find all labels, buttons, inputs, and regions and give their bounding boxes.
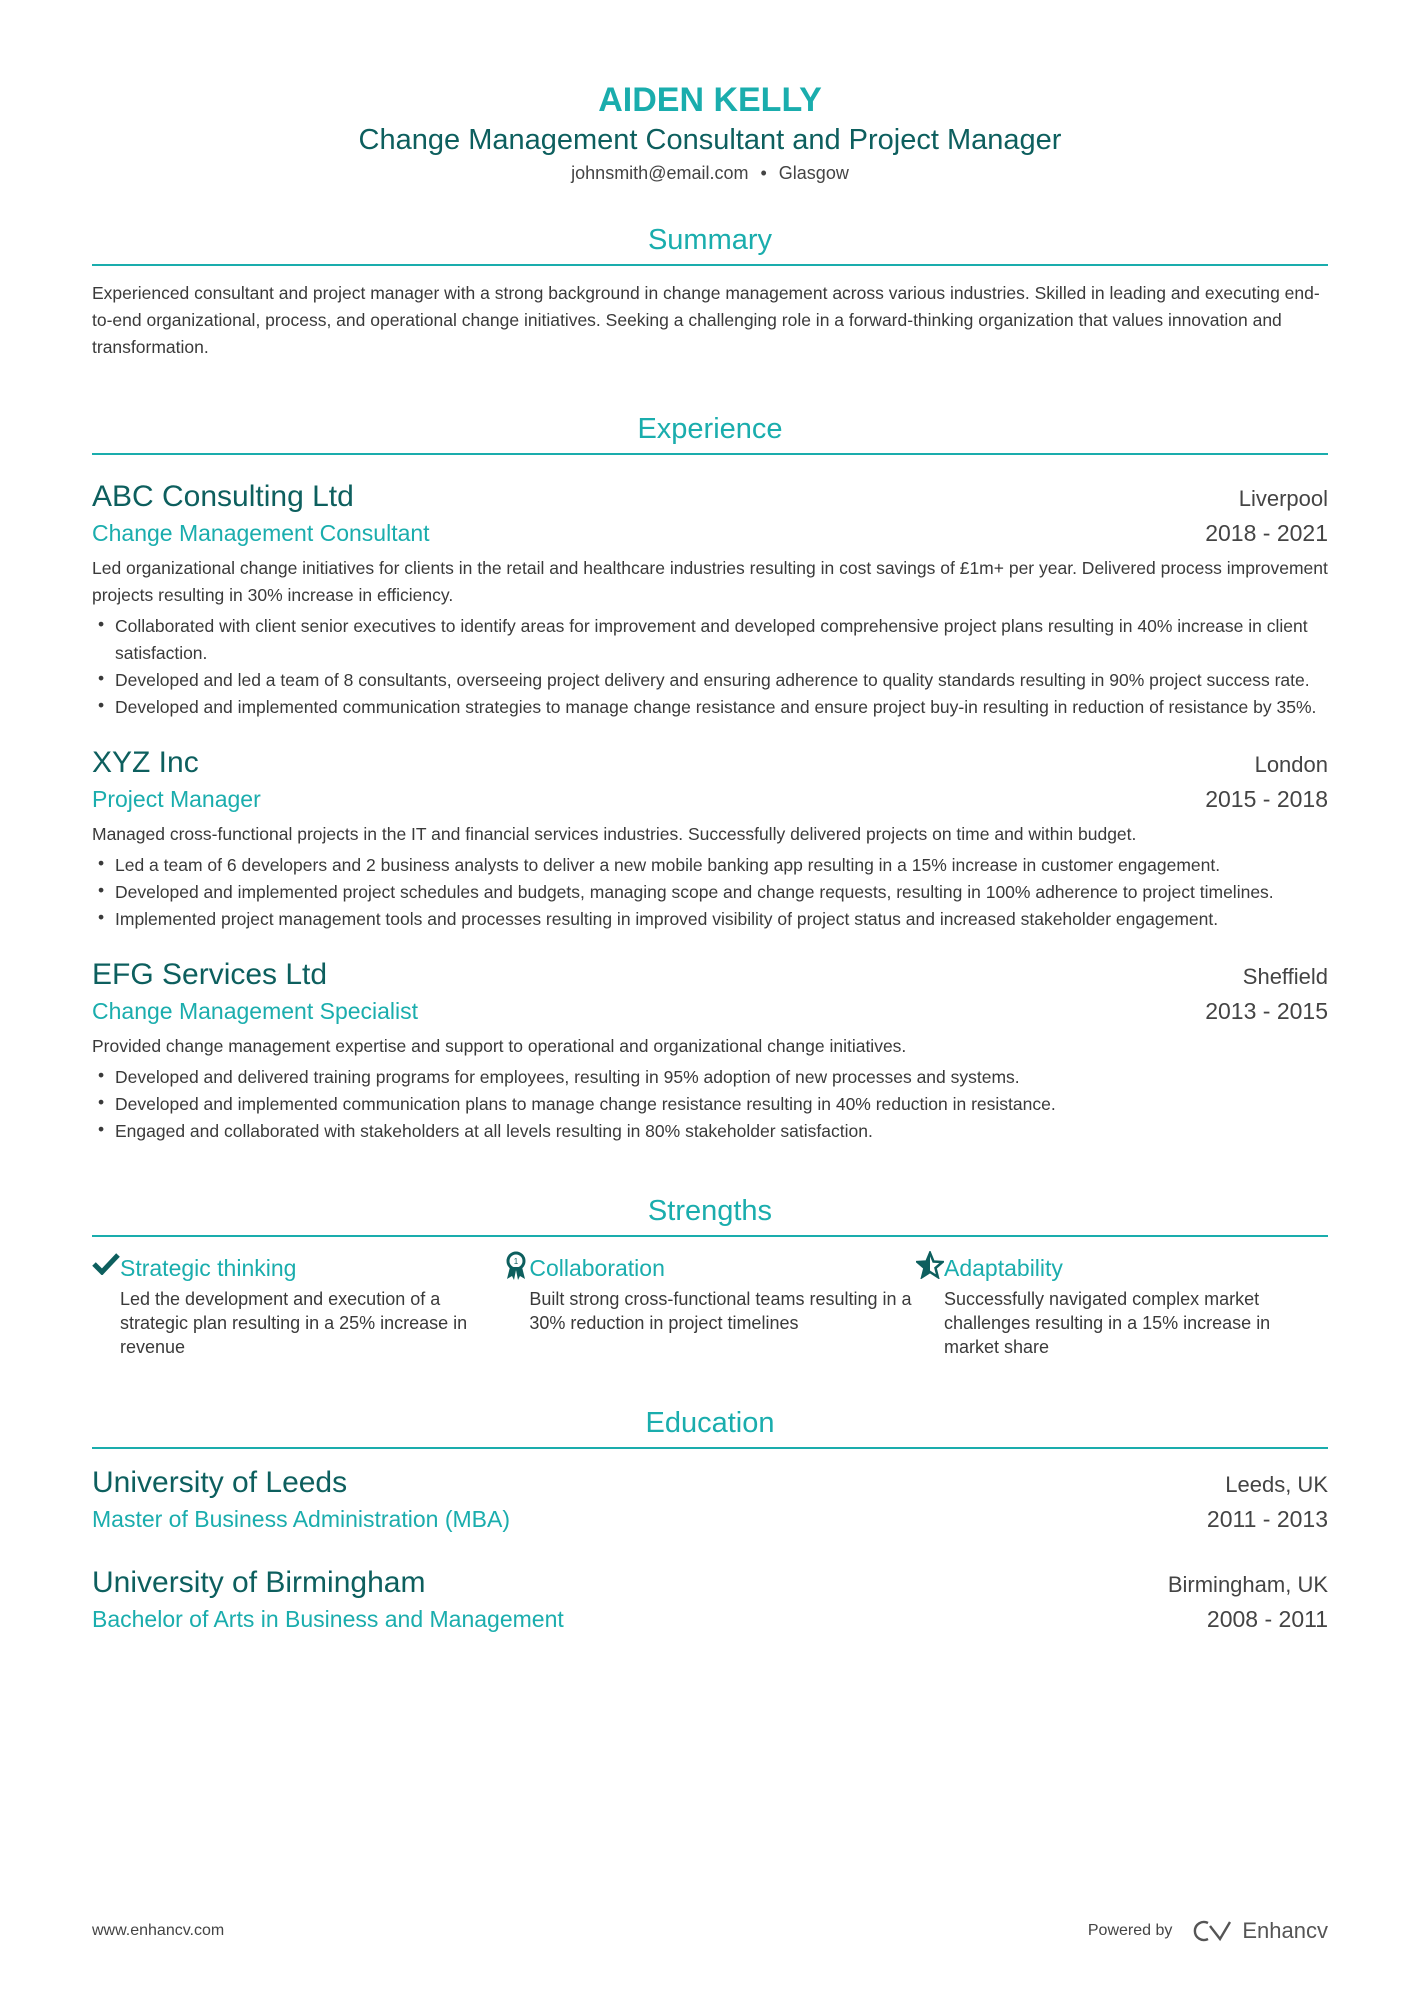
job-dates: 2013 - 2015 — [1205, 998, 1328, 1024]
job-bullet: • Led a team of 6 developers and 2 business analysts to deliver a new mobile banking app resulting in a 15% increase in customer engagement. — [92, 852, 1328, 879]
enhancv-logo — [1188, 1918, 1328, 1944]
job-bullets — [92, 852, 1328, 933]
strength-title: Adaptability — [944, 1255, 1063, 1281]
school-name: University of Birmingham — [92, 1566, 426, 1599]
separator: • — [760, 163, 767, 183]
education-entry — [92, 1463, 1328, 1535]
strength-description: Built strong cross-functional teams resulting in a 30% reduction in project timelines — [529, 1289, 912, 1333]
strength-title: Strategic thinking — [120, 1255, 297, 1281]
degree: Master of Business Administration (MBA) — [92, 1506, 510, 1532]
job-bullet: • Developed and implemented project schedules and budgets, managing scope and change requests, resulting in 100% adherence to project timelines. — [92, 879, 1328, 906]
job-dates: 2018 - 2021 — [1205, 520, 1328, 546]
job-description: Led organizational change initiatives for clients in the retail and healthcare industries resulting in cost savings of £1m+ per year. Delivered process improvement projects resulting in 30% increase in efficiency. — [92, 558, 1328, 605]
star-icon — [916, 1251, 944, 1359]
summary-text: Experienced consultant and project manager with a strong background in change management across various industries. Skilled in leading and executing end-to-end organizational, process, and operational change initiatives. Seeking a challenging role in a forward-thinking organization that values innovation and transformation. — [92, 283, 1320, 357]
school-location: Leeds, UK — [1225, 1472, 1328, 1497]
resume-header — [92, 0, 1328, 186]
job-bullet: • Collaborated with client senior executives to identify areas for improvement and developed comprehensive project plans resulting in 40% increase in client satisfaction. — [92, 613, 1328, 667]
job-location: London — [1254, 752, 1328, 777]
strength-description: Successfully navigated complex market challenges resulting in a 15% increase in market share — [944, 1289, 1271, 1357]
job-role: Change Management Consultant — [92, 520, 430, 546]
summary-heading: Summary — [92, 220, 1328, 266]
powered-by-label: Powered by — [1087, 1922, 1173, 1939]
candidate-title: Change Management Consultant and Project Manager — [358, 124, 1062, 156]
check-icon — [92, 1251, 120, 1359]
job-bullets — [92, 1064, 1328, 1145]
job-role: Change Management Specialist — [92, 998, 419, 1024]
website-link[interactable]: www.enhancv.com — [92, 1922, 225, 1939]
experience-heading: Experience — [92, 409, 1328, 455]
job-dates: 2015 - 2018 — [1205, 786, 1328, 812]
education-heading: Education — [92, 1403, 1328, 1449]
company-name: EFG Services Ltd — [92, 958, 328, 991]
enhancv-logo-icon — [1188, 1918, 1234, 1944]
enhancv-brand-text: Enhancv — [1242, 1918, 1328, 1943]
svg-text:1: 1 — [513, 1257, 519, 1266]
job-bullet: • Developed and led a team of 8 consultants, overseeing project delivery and ensuring adherence to quality standards resulting in 90% project success rate. — [92, 667, 1328, 694]
strength-item — [92, 1251, 504, 1359]
strength-item — [504, 1251, 916, 1359]
company-name: ABC Consulting Ltd — [92, 480, 354, 513]
award-icon — [504, 1251, 529, 1359]
footer — [92, 1918, 1328, 1944]
strength-item — [916, 1251, 1328, 1359]
experience-entry — [92, 477, 1328, 721]
education-dates: 2008 - 2011 — [1206, 1606, 1328, 1632]
job-location: Sheffield — [1242, 964, 1328, 989]
job-bullet: • Implemented project management tools and processes resulting in improved visibility of project status and increased stakeholder engagement. — [92, 906, 1328, 933]
job-bullet: • Developed and delivered training programs for employees, resulting in 95% adoption of new processes and systems. — [92, 1064, 1328, 1091]
education-dates: 2011 - 2013 — [1206, 1506, 1328, 1532]
job-bullet: • Developed and implemented communication plans to manage change resistance resulting in 40% reduction in resistance. — [92, 1091, 1328, 1118]
education-entry — [92, 1563, 1328, 1635]
company-name: XYZ Inc — [92, 746, 199, 779]
contact-line — [92, 160, 1328, 186]
job-bullets — [92, 613, 1328, 721]
experience-entry — [92, 743, 1328, 933]
job-role: Project Manager — [92, 786, 261, 812]
strengths-heading: Strengths — [92, 1191, 1328, 1237]
degree: Bachelor of Arts in Business and Management — [92, 1606, 564, 1632]
job-bullet: • Developed and implemented communication strategies to manage change resistance and ensure project buy-in resulting in reduction of resistance by 35%. — [92, 694, 1328, 721]
email[interactable]: johnsmith@email.com — [571, 163, 749, 183]
job-description: Managed cross-functional projects in the IT and financial services industries. Successfully delivered projects on time and within budget. — [92, 824, 1137, 844]
candidate-name: AIDEN KELLY — [598, 81, 822, 119]
location: Glasgow — [778, 163, 849, 183]
school-name: University of Leeds — [92, 1466, 348, 1499]
strength-title: Collaboration — [529, 1255, 665, 1281]
job-bullet: • Engaged and collaborated with stakeholders at all levels resulting in 80% stakeholder satisfaction. — [92, 1118, 1328, 1145]
job-description: Provided change management expertise and support to operational and organizational change initiatives. — [92, 1036, 907, 1056]
school-location: Birmingham, UK — [1167, 1572, 1328, 1597]
job-location: Liverpool — [1238, 486, 1328, 511]
experience-entry — [92, 955, 1328, 1145]
strength-description: Led the development and execution of a strategic plan resulting in a 25% increase in revenue — [120, 1289, 468, 1357]
